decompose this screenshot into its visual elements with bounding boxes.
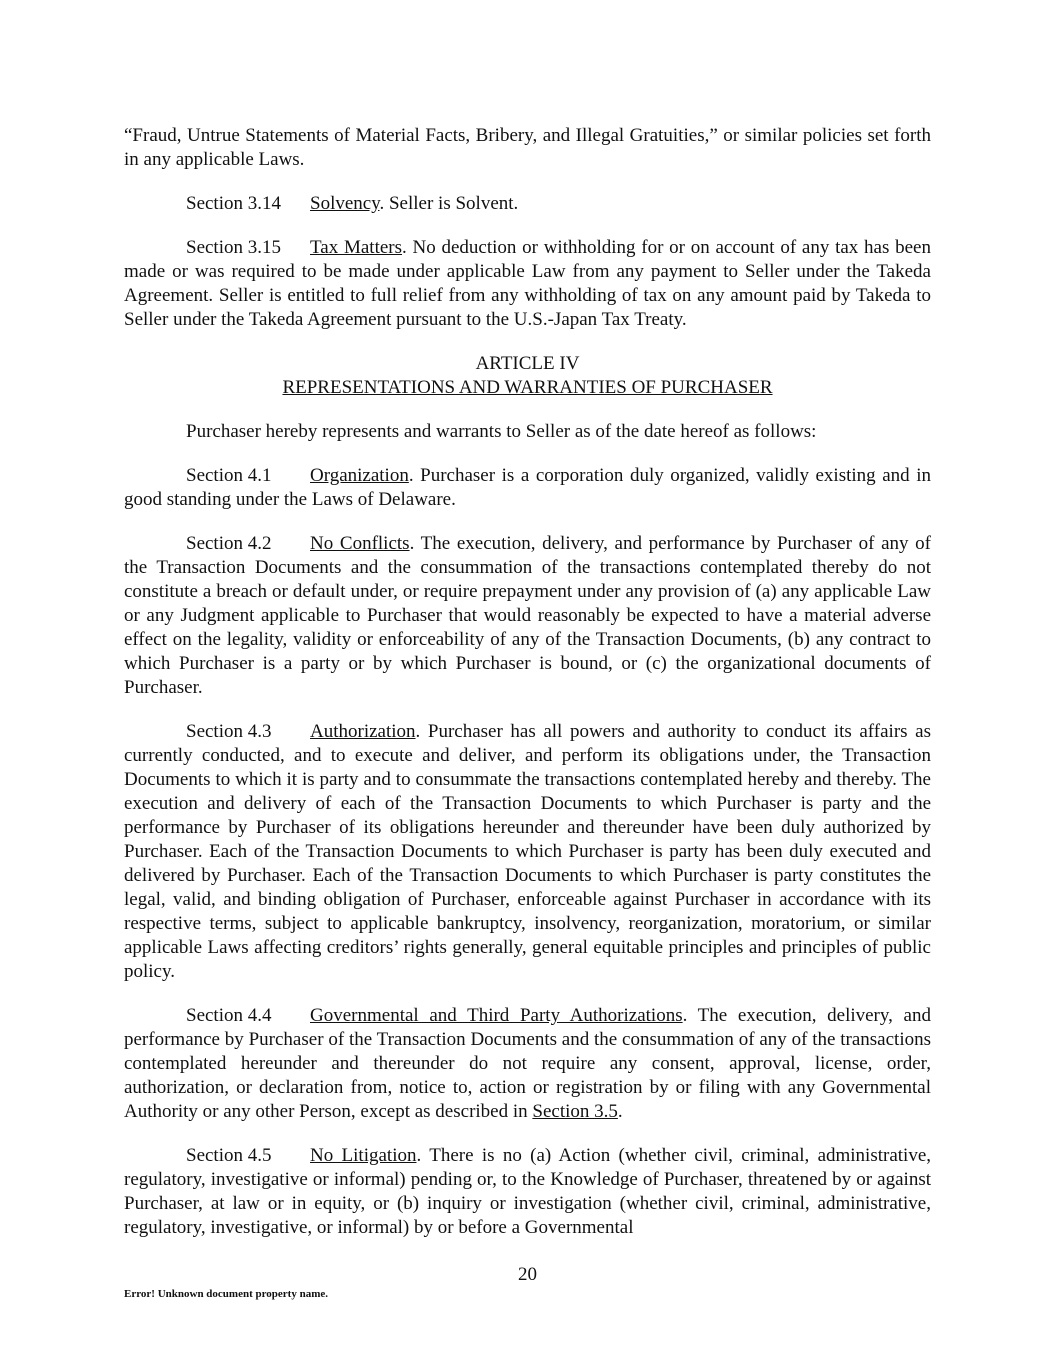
article-intro (124, 420, 931, 444)
section-title: Governmental and Third Party Authorizations (310, 1005, 683, 1026)
section-4-4 (124, 1004, 931, 1124)
cross-reference-link[interactable]: Section 3.5 (532, 1101, 618, 1122)
section-title: No Litigation (310, 1145, 417, 1166)
section-text: . Purchaser is a corporation duly organized, validly existing and in good standing under the Laws of Delaware. (124, 465, 931, 510)
page-number: 20 (518, 1264, 537, 1285)
section-text-end: . (617, 1101, 623, 1122)
section-number: Section 4.5 (186, 1145, 272, 1166)
section-number: Section 3.15 (186, 237, 281, 258)
section-number: Section 3.14 (186, 193, 281, 214)
article-number: ARTICLE IV (475, 353, 580, 374)
section-4-3 (124, 720, 931, 984)
section-4-1 (124, 464, 931, 512)
article-title: REPRESENTATIONS AND WARRANTIES OF PURCHASER (282, 377, 773, 398)
section-text: . The execution, delivery, and performance by Purchaser of the Transaction Documents and the consummation of any of the transactions contemplated hereunder and thereunder do not require any consent, approval, license, order, authorization, or declaration from, notice to, action or registration by or filing with any Governmental Authority or any other Person, except as described in (124, 1005, 931, 1122)
section-text: . There is no (a) Action (whether civil, criminal, administrative, regulatory, investigative or informal) pending or, to the Knowledge of Purchaser, threatened by or against Purchaser, at law or in equity, or (b) inquiry or investigation (whether civil, criminal, administrative, regulatory, investigative, or informal) by or before a Governmental (124, 1145, 932, 1238)
section-4-5 (124, 1144, 931, 1240)
section-number: Section 4.1 (186, 465, 272, 486)
section-number: Section 4.4 (186, 1005, 272, 1026)
section-number: Section 4.3 (186, 721, 272, 742)
section-title: Authorization (310, 721, 416, 742)
section-title: Solvency (310, 193, 380, 214)
article-heading (124, 352, 931, 400)
section-text: . Seller is Solvent. (379, 193, 519, 214)
section-4-2 (124, 532, 931, 700)
section-3-15 (124, 236, 931, 332)
document-body (124, 124, 931, 1260)
footer-error-text: Error! Unknown document property name. (124, 1288, 329, 1300)
paragraph-text: Purchaser hereby represents and warrants to Seller as of the date hereof as follows: (186, 421, 817, 442)
section-title: Tax Matters (310, 237, 402, 258)
section-3-14 (124, 192, 931, 216)
paragraph-fraud-continuation (124, 124, 931, 172)
section-text: . Purchaser has all powers and authority to conduct its affairs as currently conducted, and to execute and deliver, and perform its obligations under, the Transaction Documents to which it is party and to consummate the transactions contemplated hereby and thereby. The execution and delivery of each of the Transaction Documents to which Purchaser is party and the performance by Purchaser of its obligations hereunder and thereunder have been duly authorized by Purchaser. Each of the Transaction Documents to which Purchaser is party has been duly executed and delivered by Purchaser. Each of the Transaction Documents to which Purchaser is party constitutes the legal, valid, and binding obligation of Purchaser, enforceable against Purchaser in accordance with its respective terms, subject to applicable bankruptcy, insolvency, reorganization, moratorium, or similar applicable Laws affecting creditors’ rights generally, general equitable principles and principles of public policy. (124, 721, 931, 982)
section-number: Section 4.2 (186, 533, 272, 554)
section-text: . No deduction or withholding for or on account of any tax has been made or was required to be made under applicable Law from any payment to Seller under the Takeda Agreement. Seller is entitled to full relief from any withholding of tax on any amount paid by Takeda to Seller under the Takeda Agreement pursuant to the U.S.-Japan Tax Treaty. (124, 237, 931, 330)
section-title: Organization (310, 465, 409, 486)
paragraph-text: “Fraud, Untrue Statements of Material Facts, Bribery, and Illegal Gratuities,” or similar policies set forth in any applicable Laws. (124, 125, 931, 170)
section-text: . The execution, delivery, and performance by Purchaser of any of the Transaction Documents and the consummation of the transactions contemplated thereby do not constitute a breach or default under, or require prepayment under any provision of (a) any applicable Law or any Judgment applicable to Purchaser that would reasonably be expected to have a material adverse effect on the legality, validity or enforceability of any of the Transaction Documents, (b) any contract to which Purchaser is a party or by which Purchaser is bound, or (c) the organizational documents of Purchaser. (124, 533, 932, 698)
section-title: No Conflicts (310, 533, 410, 554)
